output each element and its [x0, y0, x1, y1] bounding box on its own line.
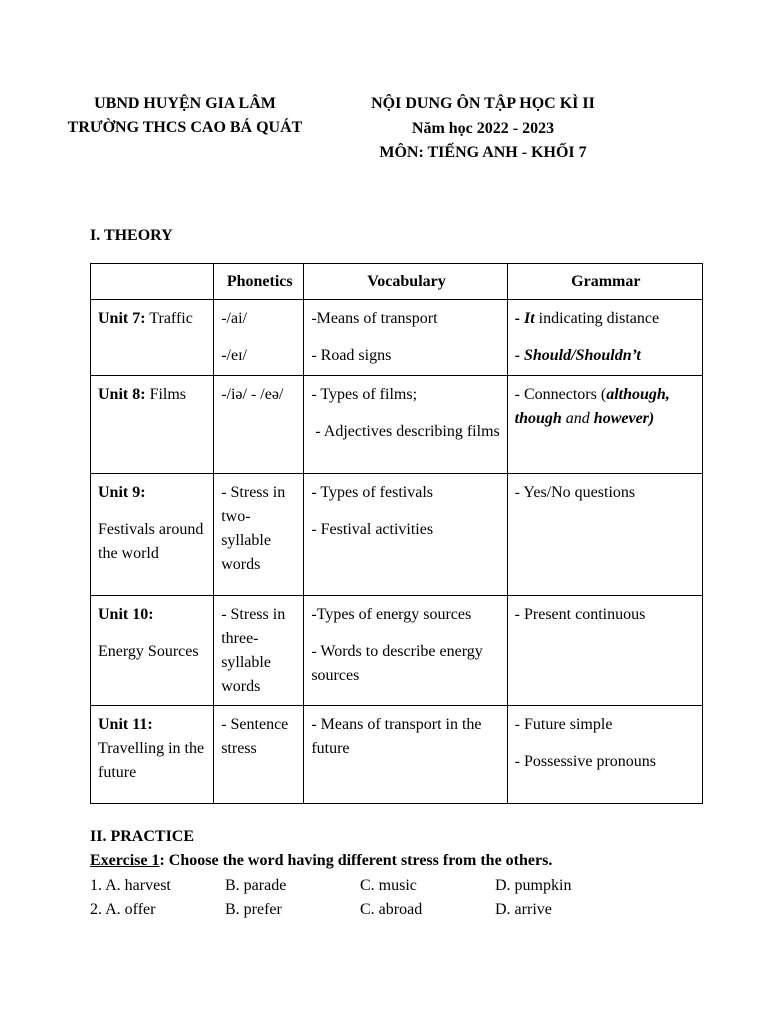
phonetics-item: -/ai/ — [221, 310, 247, 327]
grammar-item: - Should/Shouldn’t — [514, 347, 641, 364]
unit-title: Films — [145, 386, 187, 403]
exercise-1-instruction — [90, 851, 552, 871]
unit-cell — [91, 300, 214, 376]
table-row-unit-10 — [91, 596, 703, 706]
option-a: 1. A. harvest — [90, 877, 171, 894]
option-b: B. prefer — [225, 901, 282, 918]
grammar-item: - Possessive pronouns — [514, 753, 656, 770]
unit-label: Unit 11: — [98, 716, 153, 733]
phonetics-item: - Sentence stress — [221, 716, 289, 757]
column-header-unit — [91, 264, 214, 300]
grammar-item: - Future simple — [514, 716, 613, 733]
unit-cell — [91, 376, 214, 474]
unit-label: Unit 9: — [98, 484, 146, 501]
vocabulary-cell — [304, 376, 507, 474]
vocabulary-cell — [304, 596, 507, 706]
option-a: 2. A. offer — [90, 901, 156, 918]
unit-title: Traffic — [145, 310, 193, 327]
option-d: D. pumpkin — [495, 877, 572, 894]
grammar-item: - Connectors (although, though and however) — [514, 386, 670, 427]
phonetics-item: -/eɪ/ — [221, 347, 247, 364]
question-row-2 — [90, 900, 690, 922]
vocabulary-item: -Types of energy sources — [311, 606, 472, 623]
exercise-label: Exercise 1 — [90, 852, 160, 869]
phonetics-cell — [214, 474, 304, 596]
table-row-unit-11 — [91, 706, 703, 804]
option-c: C. music — [360, 877, 417, 894]
phonetics-item: -/iə/ - /eə/ — [221, 386, 284, 403]
option-c: C. abroad — [360, 901, 423, 918]
vocabulary-cell — [304, 474, 507, 596]
column-header-grammar: Grammar — [507, 264, 702, 300]
school-header — [0, 92, 370, 140]
unit-label: Unit 7: — [98, 310, 146, 327]
exercise-text: : Choose the word having different stress from the others. — [159, 852, 553, 869]
grammar-cell — [507, 474, 702, 596]
vocabulary-cell — [304, 706, 507, 804]
unit-label: Unit 8: — [98, 386, 146, 403]
question-row-1 — [90, 876, 690, 898]
grammar-cell — [507, 376, 702, 474]
phonetics-item: - Stress in two-syllable words — [221, 484, 286, 573]
option-b: B. parade — [225, 877, 287, 894]
column-header-vocabulary: Vocabulary — [304, 264, 507, 300]
document-title-block — [338, 92, 628, 166]
grammar-item: - It indicating distance — [514, 310, 660, 327]
vocabulary-item: -Means of transport — [311, 310, 438, 327]
grammar-cell — [507, 300, 702, 376]
vocabulary-item: - Festival activities — [311, 521, 434, 538]
subject-grade: MÔN: TIẾNG ANH - KHỐI 7 — [379, 144, 587, 161]
grammar-item: - Yes/No questions — [514, 484, 636, 501]
unit-label: Unit 10: — [98, 606, 154, 623]
vocabulary-item: - Words to describe energy sources — [311, 643, 483, 684]
grammar-item: - Present continuous — [514, 606, 646, 623]
school-name: TRƯỜNG THCS CAO BÁ QUÁT — [67, 119, 303, 136]
theory-table — [90, 263, 703, 804]
table-row-unit-8 — [91, 376, 703, 474]
phonetics-item: - Stress in three-syllable words — [221, 606, 286, 695]
table-row-unit-7 — [91, 300, 703, 376]
grammar-cell — [507, 706, 702, 804]
vocabulary-cell — [304, 300, 507, 376]
table-row-unit-9 — [91, 474, 703, 596]
phonetics-cell — [214, 376, 304, 474]
phonetics-cell — [214, 300, 304, 376]
unit-title: Travelling in the future — [98, 740, 205, 781]
phonetics-cell — [214, 706, 304, 804]
practice-heading: II. PRACTICE — [90, 828, 195, 845]
option-d: D. arrive — [495, 901, 552, 918]
unit-title: Energy Sources — [98, 643, 199, 660]
phonetics-cell — [214, 596, 304, 706]
document-title: NỘI DUNG ÔN TẬP HỌC KÌ II — [371, 95, 595, 112]
vocabulary-item: - Road signs — [311, 347, 392, 364]
unit-title: Festivals around the world — [98, 521, 204, 562]
unit-cell — [91, 706, 214, 804]
theory-heading: I. THEORY — [90, 227, 173, 244]
unit-cell — [91, 596, 214, 706]
vocabulary-item: - Types of films; — [311, 386, 418, 403]
school-year: Năm học 2022 - 2023 — [411, 119, 555, 137]
vocabulary-item: - Types of festivals — [311, 484, 433, 501]
table-header-row — [91, 264, 703, 300]
unit-cell — [91, 474, 214, 596]
grammar-cell — [507, 596, 702, 706]
column-header-phonetics: Phonetics — [214, 264, 304, 300]
district-name: UBND HUYỆN GIA LÂM — [94, 95, 276, 112]
vocabulary-item: - Adjectives describing films — [311, 423, 500, 440]
vocabulary-item: - Means of transport in the future — [311, 716, 482, 757]
